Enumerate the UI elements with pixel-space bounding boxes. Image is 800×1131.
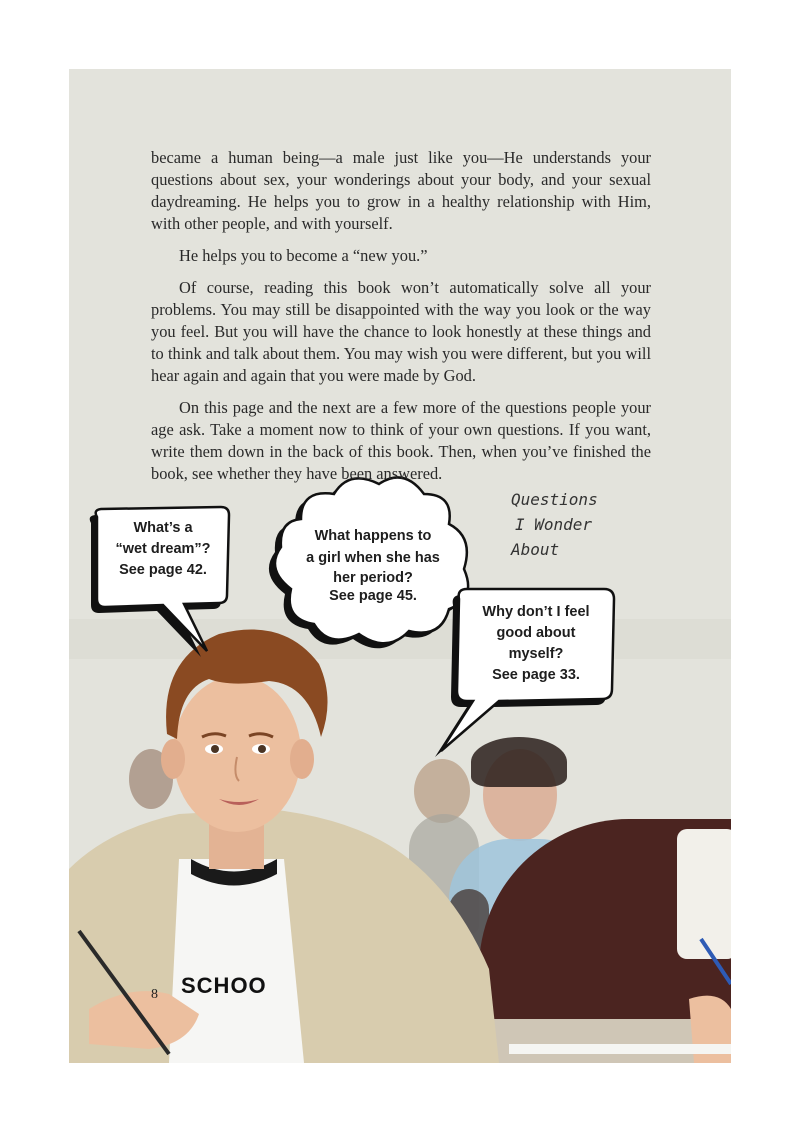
bubble-line: a girl when she has	[306, 550, 440, 566]
bubble-text-feel-good	[462, 602, 610, 686]
body-text	[151, 147, 651, 495]
book-page	[69, 69, 731, 1063]
heading-line: Questions	[511, 490, 598, 509]
bubble-line: Why don’t I feel	[482, 604, 590, 620]
bubble-text-wet-dream	[102, 518, 224, 581]
paragraph-3: Of course, reading this book won’t automatically solve all your problems. You may still be disappointed with the way you look or the way you feel. But you will have the chance to look honestly at these things and to think and talk about them. You may wish you were different, but you will hear again and again that you were made by God.	[151, 278, 651, 385]
paragraph-4: On this page and the next are a few more of the questions people your age ask. Take a moment now to think of your own questions. If you want, write them down in the back of this book. Then, when you’ve finished the book, see whether they have been answered.	[151, 398, 651, 483]
handwritten-heading	[511, 487, 651, 562]
bubble-line: What’s a	[133, 520, 193, 536]
heading-line: About	[511, 540, 560, 559]
bubble-line: myself?	[508, 646, 564, 662]
bubble-line: What happens to	[314, 528, 432, 544]
bubble-line: See page 33.	[492, 667, 580, 683]
boy-face	[173, 676, 301, 832]
shirt-print: SCHOO	[181, 973, 267, 998]
bubble-text-period	[283, 525, 463, 605]
bubble-line: good about	[496, 625, 576, 641]
bubble-line: See page 45.	[329, 588, 417, 604]
bubble-line: her period?	[333, 570, 413, 586]
bubble-line: See page 42.	[119, 562, 207, 578]
bubble-line: “wet dream”?	[115, 541, 211, 557]
heading-line: I Wonder	[515, 515, 593, 534]
page-number: 8	[151, 987, 158, 1002]
paragraph-1: became a human being—a male just like you—He understands your questions about sex, your wonderings about your body, and your sexual daydreaming. He helps you to grow in a healthy relationship with Him, with other people, and with yourself.	[151, 148, 651, 233]
paragraph-2: He helps you to become a “new you.”	[179, 246, 428, 265]
